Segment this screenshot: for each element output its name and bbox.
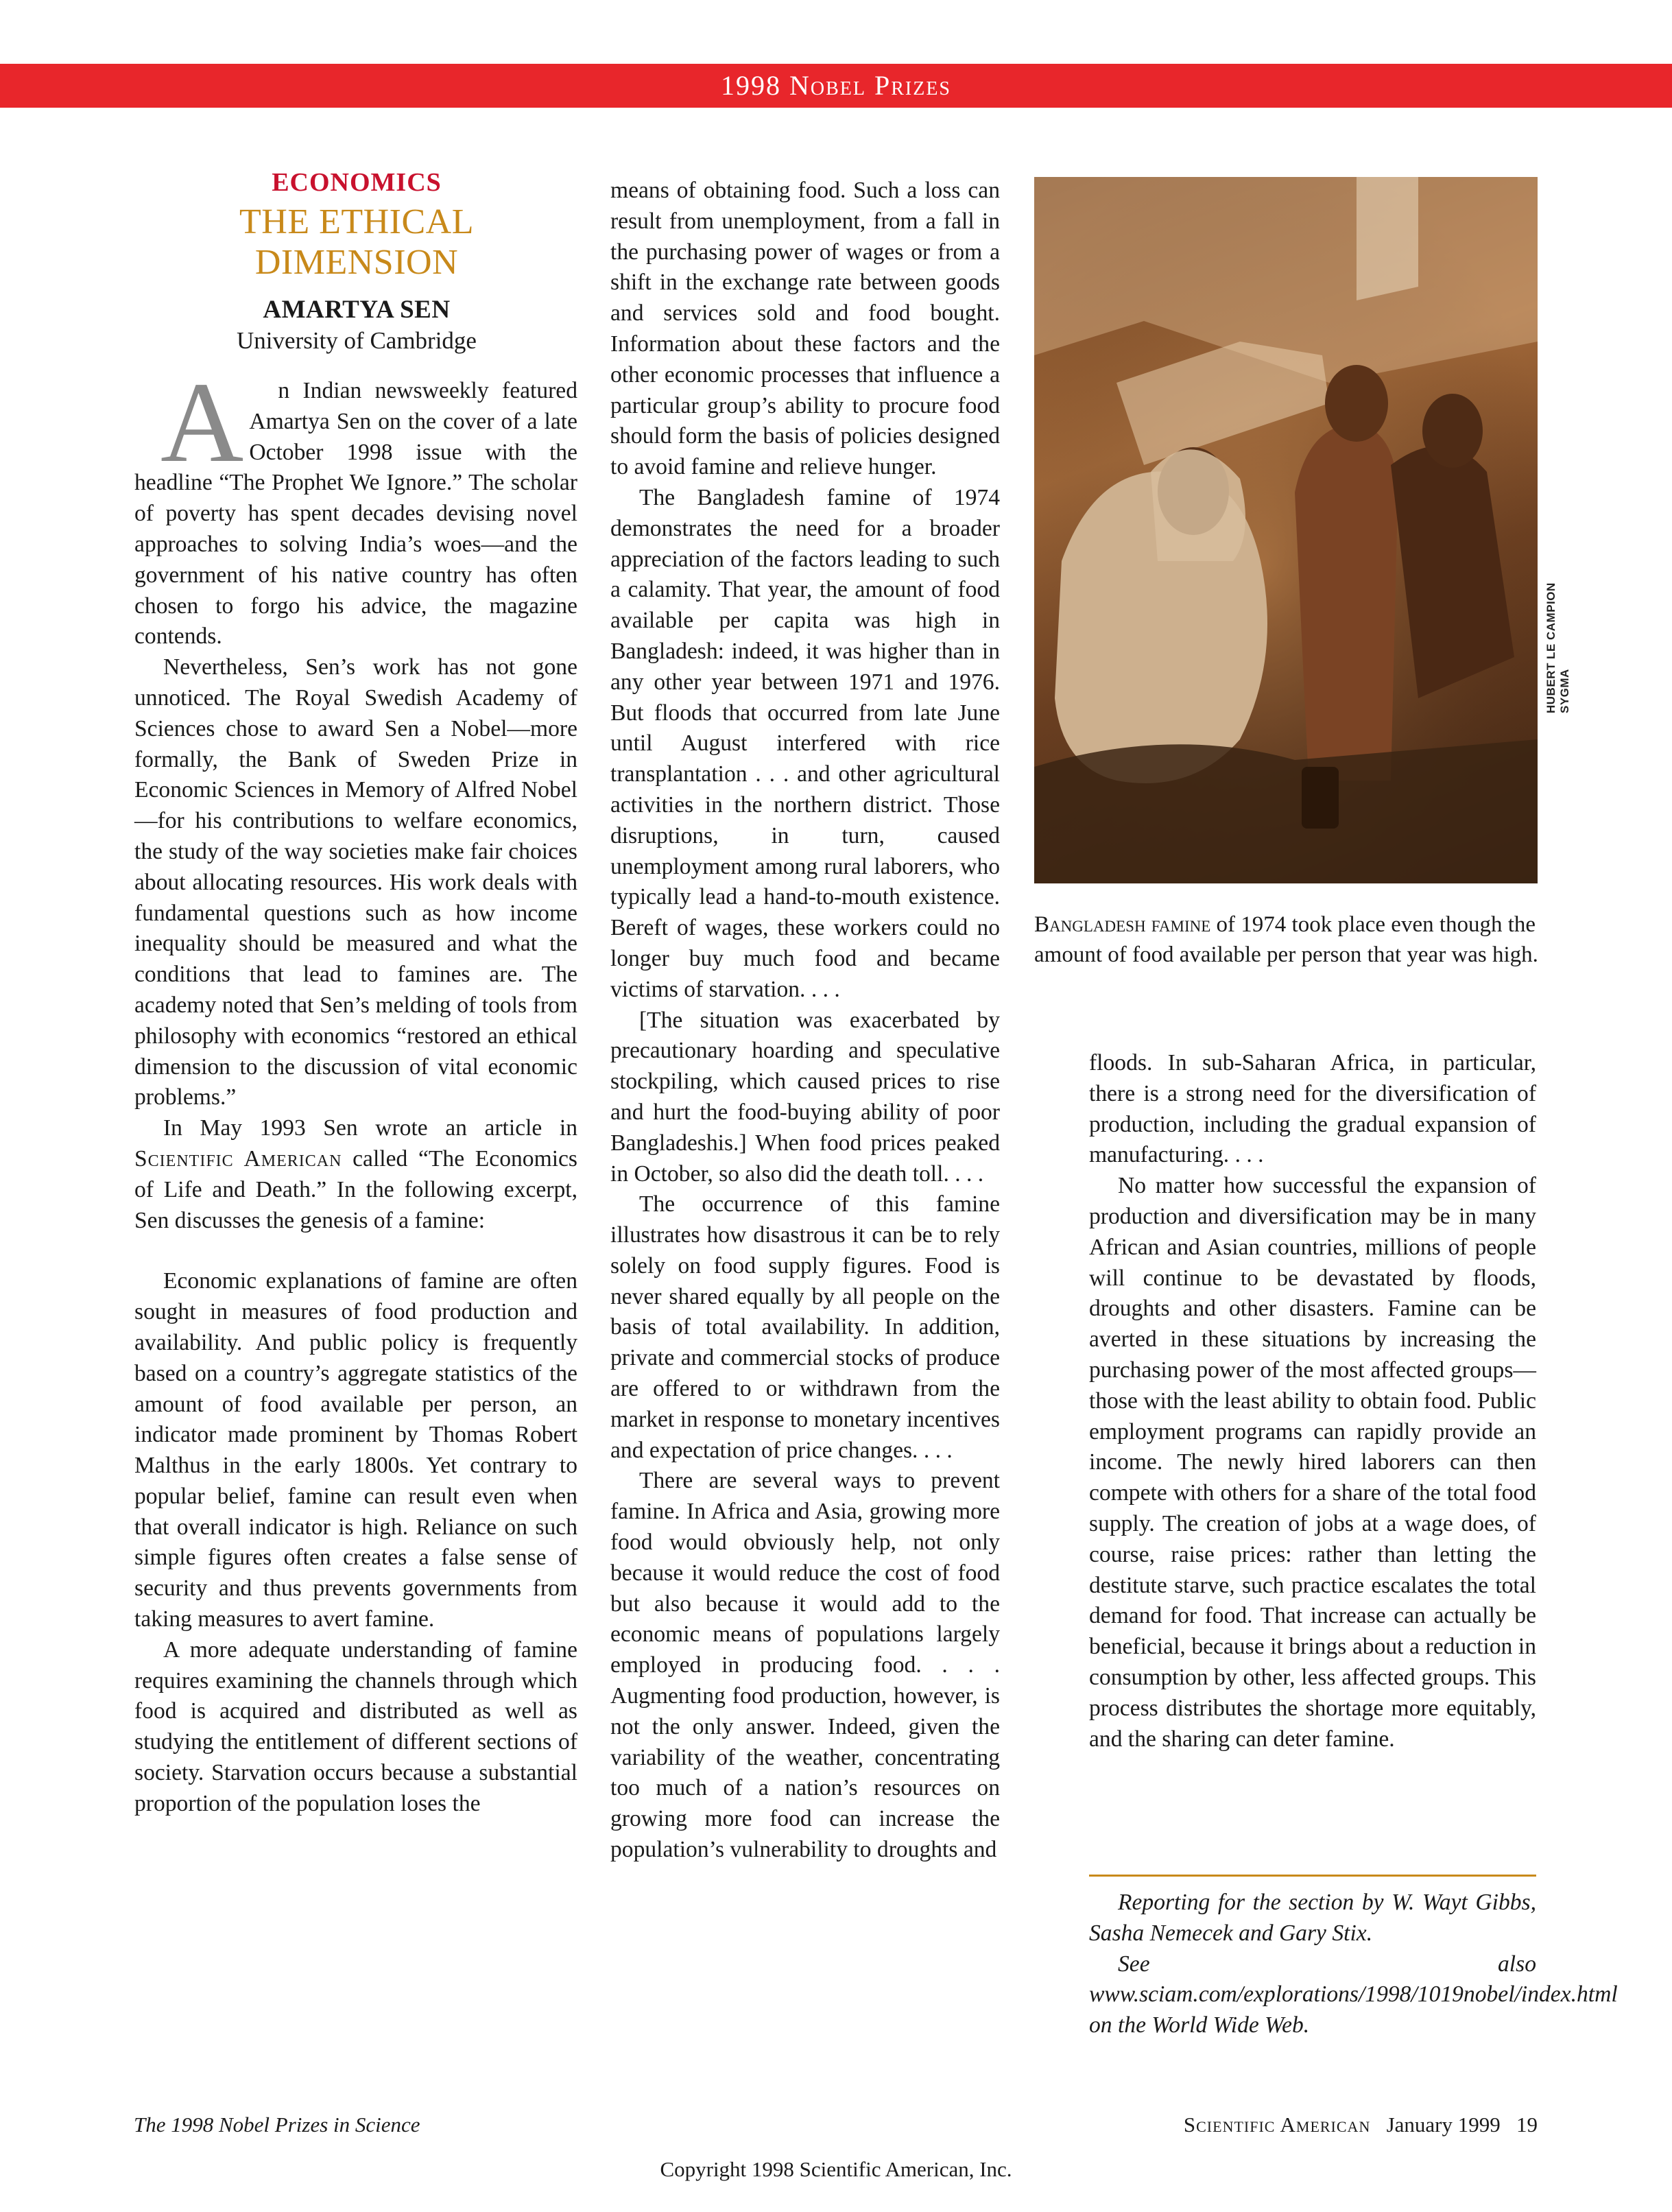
reporting-credits — [1089, 1888, 1618, 2041]
famine-photo — [1034, 177, 1538, 883]
footer-folio — [1184, 2111, 1538, 2139]
caption-body: of 1974 took place even though the amount of food available per person that year was high. — [1034, 912, 1538, 967]
footer-date: January 1999 — [1386, 2113, 1501, 2137]
copyright-notice: Copyright 1998 Scientific American, Inc. — [660, 2157, 1012, 2181]
col2-paragraph-4: The occurrence of this famine illustrates how disastrous it can be to rely solely on food supply figures. Food is never shared equally by all people on the basis of total availability. In addition, private and commercial stocks of produce are offered to or withdrawn from the market in response to monetary incentives and expectation of price changes. . . . — [610, 1191, 1000, 1463]
reporting-line: Reporting for the section by W. Wayt Gibbs, Sasha Nemecek and Gary Stix. — [1089, 1890, 1536, 1946]
col2-paragraph-3: [The situation was exacerbated by precautionary hoarding and speculative stockpiling, which caused prices to rise and hurt the food-buying ability of poor Bangladeshis.] When food prices peaked in October, so also did the death toll. . . . — [610, 1007, 1000, 1187]
see-also-line: See also www.sciam.com/explorations/1998/1019nobel/index.html on the World Wide Web. — [1089, 1951, 1618, 2038]
article-heading — [134, 167, 579, 355]
magazine-name: Scientific American — [134, 1145, 342, 1172]
section-banner — [0, 64, 1672, 108]
footer-publication: The 1998 Nobel Prizes in Science — [134, 2113, 420, 2137]
footer-magazine: Scientific American — [1183, 2113, 1371, 2137]
author-affiliation: University of Cambridge — [237, 327, 477, 354]
col2-paragraph-2: The Bangladesh famine of 1974 demonstrates the need for a broader appreciation of the factors leading to such a calamity. That year, the amount of food available per capita was high in Bangladesh: indeed, it was higher than in any other year between 1971 and 1976. But floods that occurred from late June until August interfered with rice transplantation . . . and other agricultural activities in the northern district. Those disruptions, in turn, caused unemployment among rural laborers, who typically lead a hand-to-mouth existence. Bereft of wages, these workers could no longer buy much food and became victims of starvation. . . . — [610, 484, 1000, 1002]
col3-paragraph-2: No matter how successful the expansion of production and diversification may be in many African and Asian countries, millions of people will continue to be devastated by floods, droughts and other disasters. Famine can be averted in these situations by increasing the purchasing power of the most affected groups—those with the least ability to obtain food. Public employment programs can rapidly provide an income. The newly hired laborers can then compete with others for a share of the total food supply. The creation of jobs at a wage does, of course, raise prices: rather than letting the destitute starve, such practice escalates the total demand for food. That increase can actually be beneficial, because it brings about a reduction in consumption by other, less affected groups. This process distributes the shortage more equitably, and the sharing can deter famine. — [1089, 1173, 1536, 1752]
column-2 — [610, 176, 1000, 1866]
col2-paragraph-1: means of obtaining food. Such a loss can result from unemployment, from a fall in the purchasing power of wages or from a shift in the exchange rate between goods and services sold and food bought. Information about these factors and the other economic processes that influence a particular group’s ability to procure food should form the basis of policies designed to avoid famine and relieve hunger. — [610, 178, 1000, 480]
reporting-rule — [1089, 1875, 1536, 1877]
photo-credit: HUBERT LE CAMPION SYGMA — [1544, 582, 1571, 713]
article-title: THE ETHICAL DIMENSION — [239, 202, 474, 282]
photo-caption — [1034, 909, 1543, 970]
author-name: AMARTYA SEN — [263, 296, 451, 324]
col3-paragraph-1: floods. In sub-Saharan Africa, in particular, there is a strong need for the diversification of production, including the gradual expansion of manufacturing. . . . — [1089, 1050, 1536, 1168]
col1-paragraph-4: Economic explanations of famine are often sought in measures of food production and availability. And public policy is frequently based on a country’s aggregate statistics of the amount of food available per person, an indicator made prominent by Thomas Robert Malthus in the early 1800s. Yet contrary to popular belief, famine can result even when that overall indicator is high. Reliance on such simple figures often creates a false sense of security and thus prevents governments from taking measures to avert famine. — [134, 1268, 577, 1632]
page-number: 19 — [1516, 2113, 1538, 2137]
section-kicker: ECONOMICS — [272, 168, 442, 197]
col1-paragraph-5: A more adequate understanding of famine requires examining the channels through which food is acquired and distributed as well as studying the entitlement of different sections of society. Starvation occurs because a substantial proportion of the population loses the — [134, 1637, 577, 1816]
col1-paragraph-2: Nevertheless, Sen’s work has not gone unnoticed. The Royal Swedish Academy of Sciences chose to award Sen a Nobel—more formally, the Bank of Sweden Prize in Economic Sciences in Memory of Alfred Nobel—for his contributions to welfare economics, the study of the way societies make fair choices about allocating resources. His work deals with fundamental questions such as how income inequality should be measured and what the conditions that lead to famines are. The academy noted that Sen’s melding of tools from philosophy with economics “restored an ethical dimension to the discussion of vital economic problems.” — [134, 654, 577, 1110]
col1-paragraph-3: In May 1993 Sen wrote an article in Scientific American called “The Economics of Life and Death.” In the following excerpt, Sen discusses the genesis of a famine: — [134, 1115, 577, 1233]
banner-text: 1998 Nobel Prizes — [720, 70, 951, 101]
drop-cap: A — [160, 359, 244, 486]
famine-photo-illustration — [1034, 177, 1538, 883]
column-1 — [134, 359, 577, 1820]
caption-head: Bangladesh famine — [1034, 912, 1211, 937]
column-3 — [1089, 1048, 1536, 1755]
col2-paragraph-5: There are several ways to prevent famine. In Africa and Asia, growing more food would obviously help, not only because it would reduce the cost of food but also because it would add to the economic means of populations largely employed in producing food. . . . Augmenting food production, however, is not the only answer. Indeed, given the variability of the weather, concentrating too much of a nation’s resources on growing more food can increase the population’s vulnerability to droughts and — [610, 1468, 1000, 1863]
col1-paragraph-1: A n Indian newsweekly featured Amartya Sen on the cover of a late October 1998 issue with the headline “The Prophet We Ignore.” The scholar of poverty has spent decades devising novel approaches to solving India’s woes—and the government of his native country has often chosen to forgo his advice, the magazine contends. — [134, 376, 577, 652]
